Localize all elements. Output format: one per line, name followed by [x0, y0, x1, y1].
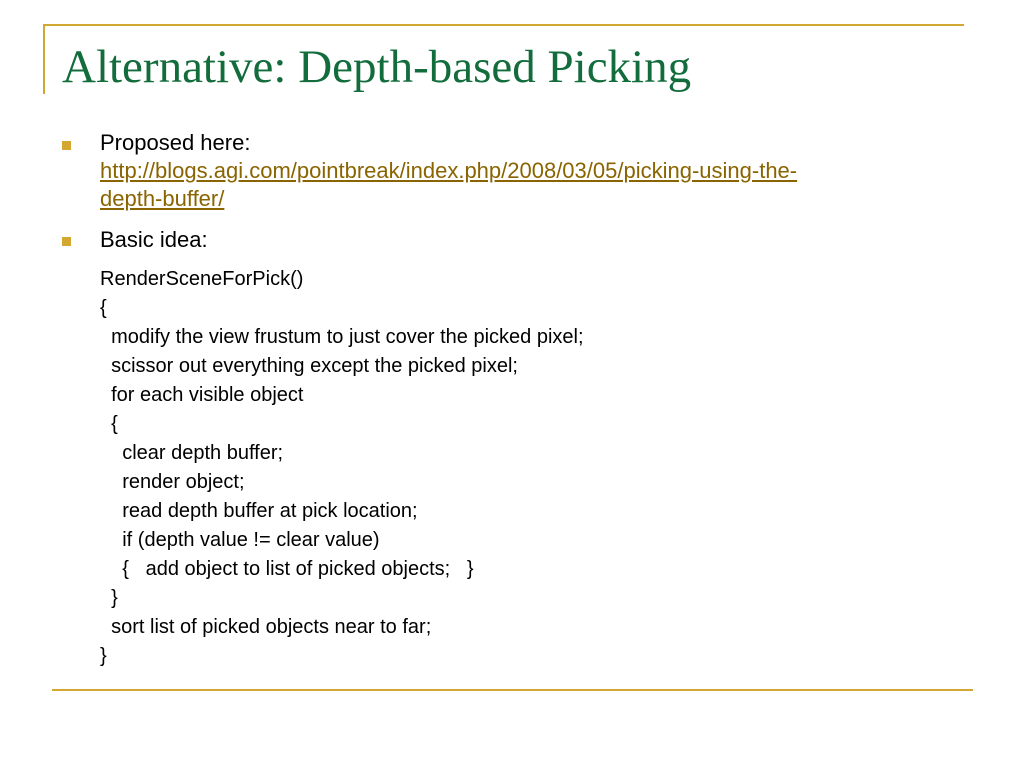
code-line: scissor out everything except the picked pixel; [100, 355, 518, 377]
code-line: RenderSceneForPick() [100, 268, 304, 290]
bullet-square-icon [62, 237, 71, 246]
code-line: { [100, 413, 118, 435]
bullet-square-icon [62, 141, 71, 150]
code-line: modify the view frustum to just cover the picked pixel; [100, 326, 584, 348]
blog-link[interactable] [100, 157, 970, 213]
code-line: } [100, 645, 107, 667]
blog-link-line-2[interactable]: depth-buffer/ [100, 186, 225, 211]
slide-title: Alternative: Depth-based Picking [62, 41, 692, 93]
code-line: for each visible object [100, 384, 304, 406]
code-line: { add object to list of picked objects; } [100, 558, 474, 580]
code-line: read depth buffer at pick location; [100, 500, 418, 522]
pseudocode-block [100, 265, 584, 671]
bullet-proposed-here: Proposed here: [100, 130, 251, 155]
code-line: clear depth buffer; [100, 442, 284, 464]
blog-link-line-1[interactable]: http://blogs.agi.com/pointbreak/index.php/2008/03/05/picking-using-the- [100, 158, 798, 183]
slide-frame-top-rule [43, 24, 964, 26]
code-line: } [100, 587, 118, 609]
code-line: render object; [100, 471, 245, 493]
bullet-basic-idea: Basic idea: [100, 227, 208, 252]
code-line: if (depth value != clear value) [100, 529, 380, 551]
code-line: { [100, 297, 107, 319]
slide-frame-left-rule [43, 24, 45, 94]
slide-frame-bottom-rule [52, 689, 973, 691]
code-line: sort list of picked objects near to far; [100, 616, 432, 638]
